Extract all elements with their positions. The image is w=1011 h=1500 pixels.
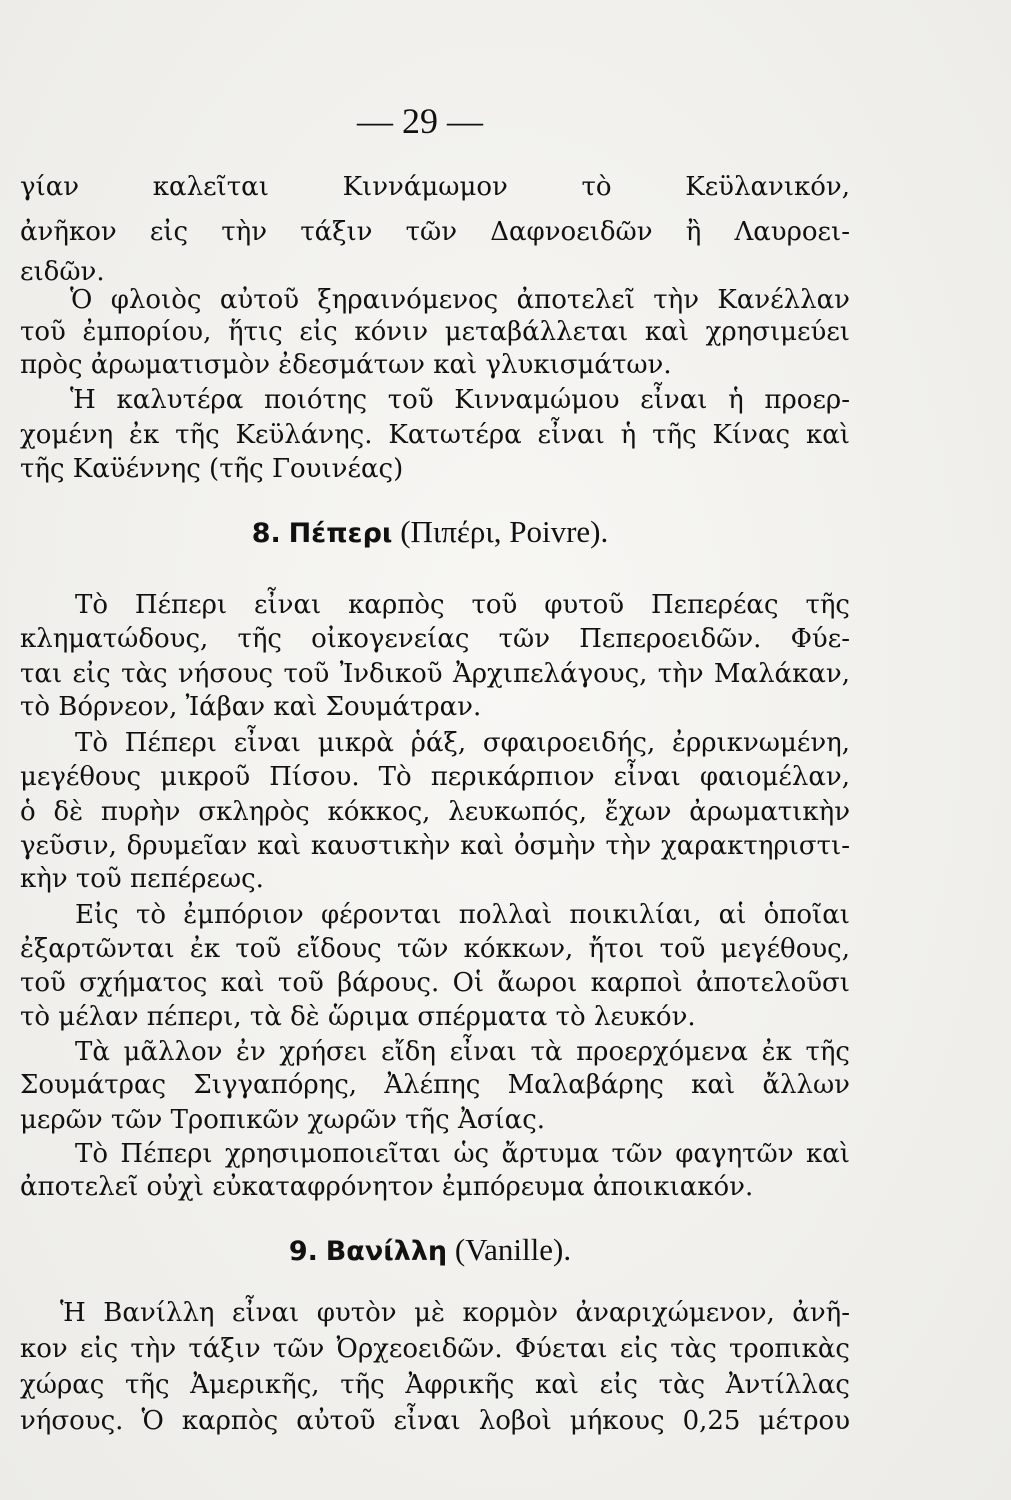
- text-line: ἀνῆκον εἰς τὴν τάξιν τῶν Δαφνοειδῶν ἢ Λαυροει-: [20, 217, 850, 247]
- section-number: 8.: [251, 518, 281, 549]
- section-number: 9.: [288, 1236, 318, 1267]
- text-line: ὁ δὲ πυρὴν σκληρὸς κόκκος, λευκωπός, ἔχων ἀρωματικὴν: [20, 797, 850, 827]
- text-line: ειδῶν.: [20, 257, 105, 287]
- text-line: ἀποτελεῖ οὐχὶ εὐκαταφρόνητον ἐμπόρευμα ἀποικιακόν.: [20, 1172, 754, 1202]
- text-line: γεῦσιν, δρυμεῖαν καὶ καυστικὴν καὶ ὀσμὴν τὴν χαρακτηριστι-: [20, 831, 850, 861]
- text-line: ται εἰς τὰς νήσους τοῦ Ἰνδικοῦ Ἀρχιπελάγους, τὴν Μαλάκαν,: [20, 659, 850, 689]
- text-line: κὴν τοῦ πεπέρεως.: [20, 864, 264, 894]
- section-heading-9: [0, 1230, 860, 1272]
- text-line: κληματώδους, τῆς οἰκογενείας τῶν Πεπεροειδῶν. Φύε-: [20, 624, 850, 654]
- text-line: νήσους. Ὁ καρπὸς αὐτοῦ εἶναι λοβοὶ μήκους 0,25 μέτρου: [20, 1406, 850, 1436]
- text-line: γίαν καλεῖται Κιννάμωμον τὸ Κεϋλανικόν,: [20, 172, 850, 202]
- text-line: τὸ Βόρνεον, Ἰάβαν καὶ Σουμάτραν.: [20, 692, 482, 722]
- section-alt-names: (Vanille).: [454, 1232, 572, 1267]
- text-line: κον εἰς τὴν τάξιν τῶν Ὀρχεοειδῶν. Φύεται εἰς τὰς τροπικὰς: [20, 1334, 850, 1364]
- text-line: τῆς Καϋέννης (τῆς Γουινέας): [20, 454, 404, 484]
- section-heading-8: [0, 512, 860, 554]
- text-line: Τὰ μᾶλλον ἐν χρήσει εἴδη εἶναι τὰ προερχόμενα ἐκ τῆς: [75, 1037, 850, 1067]
- text-line: Ὁ φλοιὸς αὐτοῦ ξηραινόμενος ἀποτελεῖ τὴν Κανέλλαν: [70, 285, 850, 315]
- text-line: Ἡ καλυτέρα ποιότης τοῦ Κινναμώμου εἶναι ἡ προερ-: [70, 385, 850, 415]
- text-line: Τὸ Πέπερι εἶναι μικρὰ ῥάξ, σφαιροειδής, ἐρρικνωμένη,: [75, 728, 850, 758]
- text-line: πρὸς ἀρωματισμὸν ἐδεσμάτων καὶ γλυκισμάτων.: [20, 350, 672, 380]
- text-line: Τὸ Πέπερι χρησιμοποιεῖται ὡς ἄρτυμα τῶν φαγητῶν καὶ: [75, 1139, 850, 1169]
- text-line: χομένη ἐκ τῆς Κεϋλάνης. Κατωτέρα εἶναι ἡ τῆς Κίνας καὶ: [20, 420, 850, 450]
- page-number: — 29 —: [357, 101, 483, 141]
- text-line: Εἰς τὸ ἐμπόριον φέρονται πολλαὶ ποικιλίαι, αἱ ὁποῖαι: [75, 900, 850, 930]
- text-line: τοῦ σχήματος καὶ τοῦ βάρους. Οἱ ἄωροι καρποὶ ἀποτελοῦσι: [20, 968, 850, 998]
- text-line: τοῦ ἐμπορίου, ἥτις εἰς κόνιν μεταβάλλεται καὶ χρησιμεύει: [20, 317, 850, 347]
- text-line: χώρας τῆς Ἀμερικῆς, τῆς Ἀφρικῆς καὶ εἰς τὰς Ἀντίλλας: [20, 1370, 850, 1400]
- text-line: μεγέθους μικροῦ Πίσου. Τὸ περικάρπιον εἶναι φαιομέλαν,: [20, 762, 850, 792]
- text-line: Ἡ Βανίλλη εἶναι φυτὸν μὲ κορμὸν ἀναριχώμενον, ἀνῆ-: [60, 1298, 850, 1328]
- text-line: τὸ μέλαν πέπερι, τὰ δὲ ὥριμα σπέρματα τὸ λευκόν.: [20, 1002, 696, 1032]
- section-alt-names: (Πιπέρι, Poivre).: [400, 514, 609, 549]
- text-line: Σουμάτρας Σιγγαπόρης, Ἀλέπης Μαλαβάρης καὶ ἄλλων: [20, 1070, 850, 1100]
- section-title: Βανίλλη: [325, 1236, 448, 1267]
- text-line: μερῶν τῶν Τροπικῶν χωρῶν τῆς Ἀσίας.: [20, 1105, 546, 1135]
- text-line: ἐξαρτῶνται ἐκ τοῦ εἴδους τῶν κόκκων, ἤτοι τοῦ μεγέθους,: [20, 934, 850, 964]
- section-title: Πέπερι: [288, 518, 393, 549]
- text-line: Τὸ Πέπερι εἶναι καρπὸς τοῦ φυτοῦ Πεπερέας τῆς: [75, 590, 850, 620]
